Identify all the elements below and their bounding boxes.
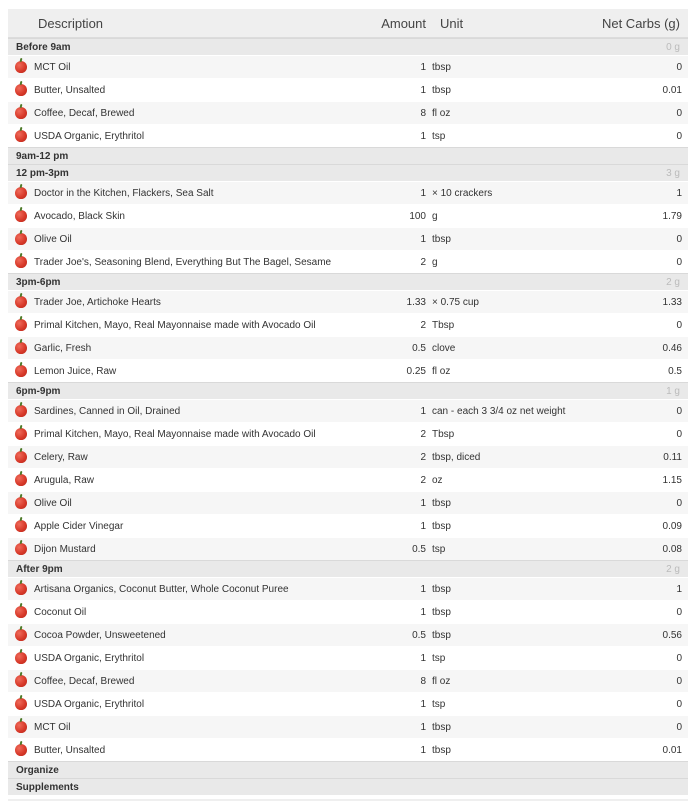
food-net-carbs: 0.08 [662, 543, 682, 555]
food-net-carbs: 0.09 [662, 520, 682, 532]
food-net-carbs: 1.15 [662, 474, 682, 486]
table-header [8, 9, 688, 38]
food-unit: tsp [432, 698, 446, 710]
food-amount: 2 [420, 256, 426, 268]
food-unit: clove [432, 342, 456, 354]
food-unit: g [432, 210, 438, 222]
meal-group-header[interactable] [8, 382, 688, 399]
table-row[interactable] [8, 623, 688, 646]
food-unit: fl oz [432, 365, 451, 377]
food-net-carbs: 0 [676, 61, 682, 73]
food-unit: tsp [432, 130, 446, 142]
food-description: Sardines, Canned in Oil, Drained [34, 405, 181, 417]
apple-icon [8, 342, 34, 354]
food-description: MCT Oil [34, 721, 71, 733]
food-net-carbs: 0 [676, 256, 682, 268]
meal-group-total: 3 g [666, 167, 680, 179]
column-header-net-carbs[interactable]: Net Carbs (g) [601, 15, 680, 31]
apple-icon-shape [15, 365, 27, 377]
food-amount: 2 [420, 474, 426, 486]
apple-icon-shape [15, 61, 27, 73]
apple-icon-shape [15, 744, 27, 756]
food-amount: 1 [420, 652, 426, 664]
meal-group-label: Organize [16, 764, 59, 776]
apple-icon [8, 652, 34, 664]
food-description: Primal Kitchen, Mayo, Real Mayonnaise made with Avocado Oil [34, 319, 316, 331]
meal-group-total: 1 g [666, 385, 680, 397]
food-amount: 1 [420, 84, 426, 96]
meal-group-label: Before 9am [16, 41, 71, 53]
apple-icon [8, 61, 34, 73]
table-row[interactable] [8, 359, 688, 382]
table-row[interactable] [8, 600, 688, 623]
food-unit: tbsp [432, 721, 451, 733]
meal-group-items [8, 577, 688, 761]
food-net-carbs: 0 [676, 698, 682, 710]
food-amount: 2 [420, 451, 426, 463]
table-row[interactable] [8, 445, 688, 468]
apple-icon-shape [15, 474, 27, 486]
apple-icon-shape [15, 130, 27, 142]
food-description: Celery, Raw [34, 451, 88, 463]
apple-icon-shape [15, 451, 27, 463]
food-unit: tsp [432, 543, 446, 555]
food-net-carbs: 0 [676, 652, 682, 664]
food-description: Dijon Mustard [34, 543, 96, 555]
table-row[interactable] [8, 313, 688, 336]
food-amount: 0.5 [412, 342, 426, 354]
food-unit: Tbsp [432, 428, 455, 440]
food-unit: can - each 3 3/4 oz net weight [432, 405, 566, 417]
apple-icon [8, 451, 34, 463]
food-amount: 1 [420, 497, 426, 509]
apple-icon-shape [15, 428, 27, 440]
meal-group-items [8, 290, 688, 382]
food-net-carbs: 0 [676, 721, 682, 733]
apple-icon [8, 405, 34, 417]
meal-group-items [8, 55, 688, 147]
food-amount: 1 [420, 698, 426, 710]
table-row[interactable] [8, 290, 688, 313]
food-unit: × 0.75 cup [432, 296, 479, 308]
food-description: USDA Organic, Erythritol [34, 652, 145, 664]
food-unit: Tbsp [432, 319, 455, 331]
food-description: Trader Joe's, Seasoning Blend, Everything But The Bagel, Sesame [34, 256, 332, 268]
food-net-carbs: 1.33 [662, 296, 682, 308]
food-unit: tbsp [432, 233, 451, 245]
food-description: USDA Organic, Erythritol [34, 130, 145, 142]
food-amount: 8 [420, 107, 426, 119]
food-description: Olive Oil [34, 497, 72, 509]
meal-group-total: 2 g [666, 563, 680, 575]
apple-icon [8, 107, 34, 119]
food-unit: tbsp [432, 61, 451, 73]
table-row[interactable] [8, 336, 688, 359]
meal-group-items [8, 399, 688, 560]
apple-icon [8, 583, 34, 595]
meal-group-header[interactable] [8, 273, 688, 290]
table-row[interactable] [8, 514, 688, 537]
table-row[interactable] [8, 738, 688, 761]
meal-group-items [8, 181, 688, 273]
food-amount: 1 [420, 233, 426, 245]
food-description: Coffee, Decaf, Brewed [34, 107, 135, 119]
apple-icon [8, 721, 34, 733]
apple-icon [8, 187, 34, 199]
apple-icon-shape [15, 296, 27, 308]
apple-icon [8, 744, 34, 756]
meal-group-total: 2 g [666, 276, 680, 288]
meal-group-header[interactable] [8, 778, 688, 795]
food-description: Butter, Unsalted [34, 744, 106, 756]
food-description: Trader Joe, Artichoke Hearts [34, 296, 161, 308]
food-amount: 2 [420, 428, 426, 440]
food-amount: 0.5 [412, 543, 426, 555]
food-diary-table [8, 9, 688, 801]
apple-icon [8, 474, 34, 486]
food-unit: fl oz [432, 107, 451, 119]
table-row[interactable] [8, 101, 688, 124]
apple-icon [8, 210, 34, 222]
table-footer-divider [8, 799, 688, 801]
apple-icon-shape [15, 520, 27, 532]
food-amount: 0.25 [406, 365, 426, 377]
apple-icon [8, 543, 34, 555]
apple-icon [8, 520, 34, 532]
meal-group-header[interactable] [8, 560, 688, 577]
apple-icon [8, 84, 34, 96]
table-row[interactable] [8, 577, 688, 600]
meal-group-label: 12 pm-3pm [16, 167, 69, 179]
table-row[interactable] [8, 78, 688, 101]
apple-icon-shape [15, 187, 27, 199]
apple-icon [8, 319, 34, 331]
apple-icon-shape [15, 698, 27, 710]
apple-icon-shape [15, 497, 27, 509]
food-unit: tsp [432, 652, 446, 664]
apple-icon-shape [15, 210, 27, 222]
table-row[interactable] [8, 715, 688, 738]
meal-group-label: Supplements [16, 781, 79, 793]
food-description: Artisana Organics, Coconut Butter, Whole Coconut Puree [34, 583, 289, 595]
food-amount: 1 [420, 721, 426, 733]
apple-icon [8, 296, 34, 308]
apple-icon [8, 497, 34, 509]
food-description: Arugula, Raw [34, 474, 95, 486]
apple-icon-shape [15, 721, 27, 733]
food-amount: 1 [420, 61, 426, 73]
table-row[interactable] [8, 692, 688, 715]
apple-icon [8, 675, 34, 687]
apple-icon-shape [15, 675, 27, 687]
food-amount: 0.5 [412, 629, 426, 641]
food-amount: 1.33 [406, 296, 426, 308]
food-description: USDA Organic, Erythritol [34, 698, 145, 710]
food-description: Coffee, Decaf, Brewed [34, 675, 135, 687]
food-net-carbs: 0.01 [662, 84, 682, 96]
food-net-carbs: 1 [676, 187, 682, 199]
table-row[interactable] [8, 646, 688, 669]
food-unit: tbsp [432, 744, 451, 756]
food-amount: 1 [420, 520, 426, 532]
food-net-carbs: 0 [676, 675, 682, 687]
table-row[interactable] [8, 250, 688, 273]
food-unit: g [432, 256, 438, 268]
apple-icon [8, 606, 34, 618]
food-description: Doctor in the Kitchen, Flackers, Sea Salt [34, 187, 214, 199]
apple-icon [8, 233, 34, 245]
food-unit: tbsp [432, 497, 451, 509]
food-unit: tbsp, diced [432, 451, 481, 463]
apple-icon-shape [15, 543, 27, 555]
apple-icon [8, 698, 34, 710]
food-net-carbs: 0 [676, 428, 682, 440]
meal-group-header[interactable] [8, 38, 688, 55]
food-description: Lemon Juice, Raw [34, 365, 117, 377]
food-net-carbs: 0.5 [668, 365, 682, 377]
food-unit: fl oz [432, 675, 451, 687]
food-net-carbs: 0 [676, 405, 682, 417]
meal-group-header[interactable] [8, 761, 688, 778]
food-amount: 2 [420, 319, 426, 331]
apple-icon [8, 629, 34, 641]
apple-icon [8, 130, 34, 142]
apple-icon [8, 365, 34, 377]
food-net-carbs: 0 [676, 233, 682, 245]
food-net-carbs: 0 [676, 319, 682, 331]
food-unit: tbsp [432, 84, 451, 96]
food-net-carbs: 0.11 [663, 451, 682, 463]
table-row[interactable] [8, 124, 688, 147]
apple-icon-shape [15, 606, 27, 618]
food-net-carbs: 0.46 [662, 342, 682, 354]
column-header-unit[interactable]: Unit [440, 15, 464, 31]
meal-group-header[interactable] [8, 164, 688, 181]
meal-group-label: 9am-12 pm [16, 150, 69, 162]
column-header-description[interactable]: Description [38, 15, 104, 31]
meal-group-header[interactable] [8, 147, 688, 164]
column-header-amount[interactable]: Amount [381, 15, 426, 31]
apple-icon-shape [15, 583, 27, 595]
food-description: Primal Kitchen, Mayo, Real Mayonnaise made with Avocado Oil [34, 428, 316, 440]
meal-group-label: After 9pm [16, 563, 63, 575]
food-net-carbs: 0 [676, 606, 682, 618]
table-row[interactable] [8, 537, 688, 560]
meal-group-label: 3pm-6pm [16, 276, 61, 288]
food-amount: 1 [420, 405, 426, 417]
table-row[interactable] [8, 422, 688, 445]
apple-icon [8, 256, 34, 268]
food-net-carbs: 1 [676, 583, 682, 595]
food-amount: 8 [420, 675, 426, 687]
food-amount: 1 [420, 187, 426, 199]
apple-icon-shape [15, 84, 27, 96]
table-row[interactable] [8, 204, 688, 227]
table-row[interactable] [8, 468, 688, 491]
food-description: Butter, Unsalted [34, 84, 106, 96]
food-net-carbs: 0.01 [662, 744, 682, 756]
food-net-carbs: 0 [676, 107, 682, 119]
table-row[interactable] [8, 399, 688, 422]
food-description: Apple Cider Vinegar [34, 520, 124, 532]
food-amount: 1 [420, 583, 426, 595]
table-row[interactable] [8, 227, 688, 250]
food-description: Avocado, Black Skin [34, 210, 125, 222]
food-unit: tbsp [432, 606, 451, 618]
table-row[interactable] [8, 181, 688, 204]
food-amount: 100 [409, 210, 426, 222]
food-net-carbs: 0 [676, 497, 682, 509]
food-unit: tbsp [432, 520, 451, 532]
table-row[interactable] [8, 669, 688, 692]
food-amount: 1 [420, 606, 426, 618]
food-description: Coconut Oil [34, 606, 87, 618]
food-amount: 1 [420, 130, 426, 142]
food-description: Garlic, Fresh [34, 342, 92, 354]
food-description: Olive Oil [34, 233, 72, 245]
food-unit: tbsp [432, 629, 451, 641]
apple-icon-shape [15, 629, 27, 641]
apple-icon [8, 428, 34, 440]
food-description: Cocoa Powder, Unsweetened [34, 629, 166, 641]
table-body [8, 38, 688, 795]
apple-icon-shape [15, 233, 27, 245]
food-unit: × 10 crackers [432, 187, 493, 199]
table-row[interactable] [8, 491, 688, 514]
food-description: MCT Oil [34, 61, 71, 73]
apple-icon-shape [15, 319, 27, 331]
apple-icon-shape [15, 342, 27, 354]
meal-group-total: 0 g [666, 41, 680, 53]
food-net-carbs: 0.56 [662, 629, 682, 641]
food-net-carbs: 0 [676, 130, 682, 142]
food-unit: oz [432, 474, 443, 486]
apple-icon-shape [15, 107, 27, 119]
food-unit: tbsp [432, 583, 451, 595]
meal-group-label: 6pm-9pm [16, 385, 61, 397]
food-amount: 1 [420, 744, 426, 756]
food-net-carbs: 1.79 [662, 210, 682, 222]
apple-icon-shape [15, 256, 27, 268]
apple-icon-shape [15, 652, 27, 664]
table-row[interactable] [8, 55, 688, 78]
apple-icon-shape [15, 405, 27, 417]
